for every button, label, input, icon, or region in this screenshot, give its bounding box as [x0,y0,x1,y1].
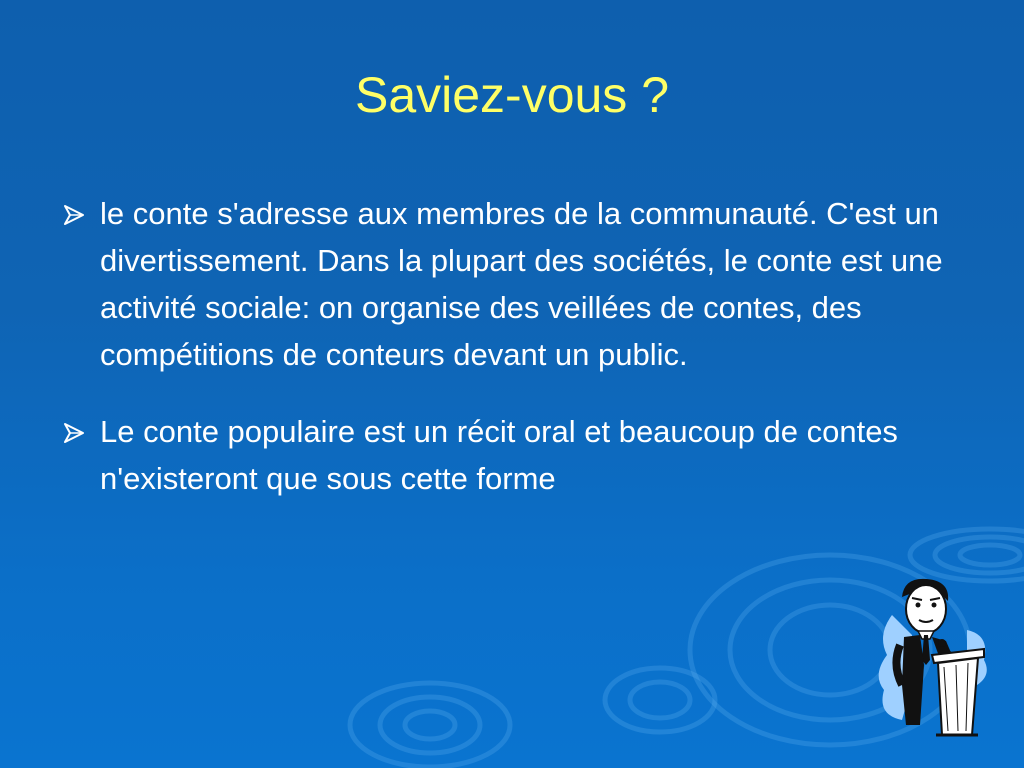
bullet-list [62,190,962,502]
bullet-text: le conte s'adresse aux membres de la communauté. C'est un divertissement. Dans la plupart des sociétés, le conte est une activité sociale: on organise des veillées de contes, des compétitions de conteurs devant un public. [100,196,943,372]
bullet-item [62,408,962,502]
bullet-item [62,190,962,378]
slide-title: Saviez-vous ? [354,67,670,123]
speaker-at-podium-icon [872,575,992,740]
arrow-bullet-icon [62,204,86,226]
bullet-text: Le conte populaire est un récit oral et beaucoup de contes n'existeront que sous cette forme [100,414,898,496]
arrow-bullet-icon [62,422,86,444]
